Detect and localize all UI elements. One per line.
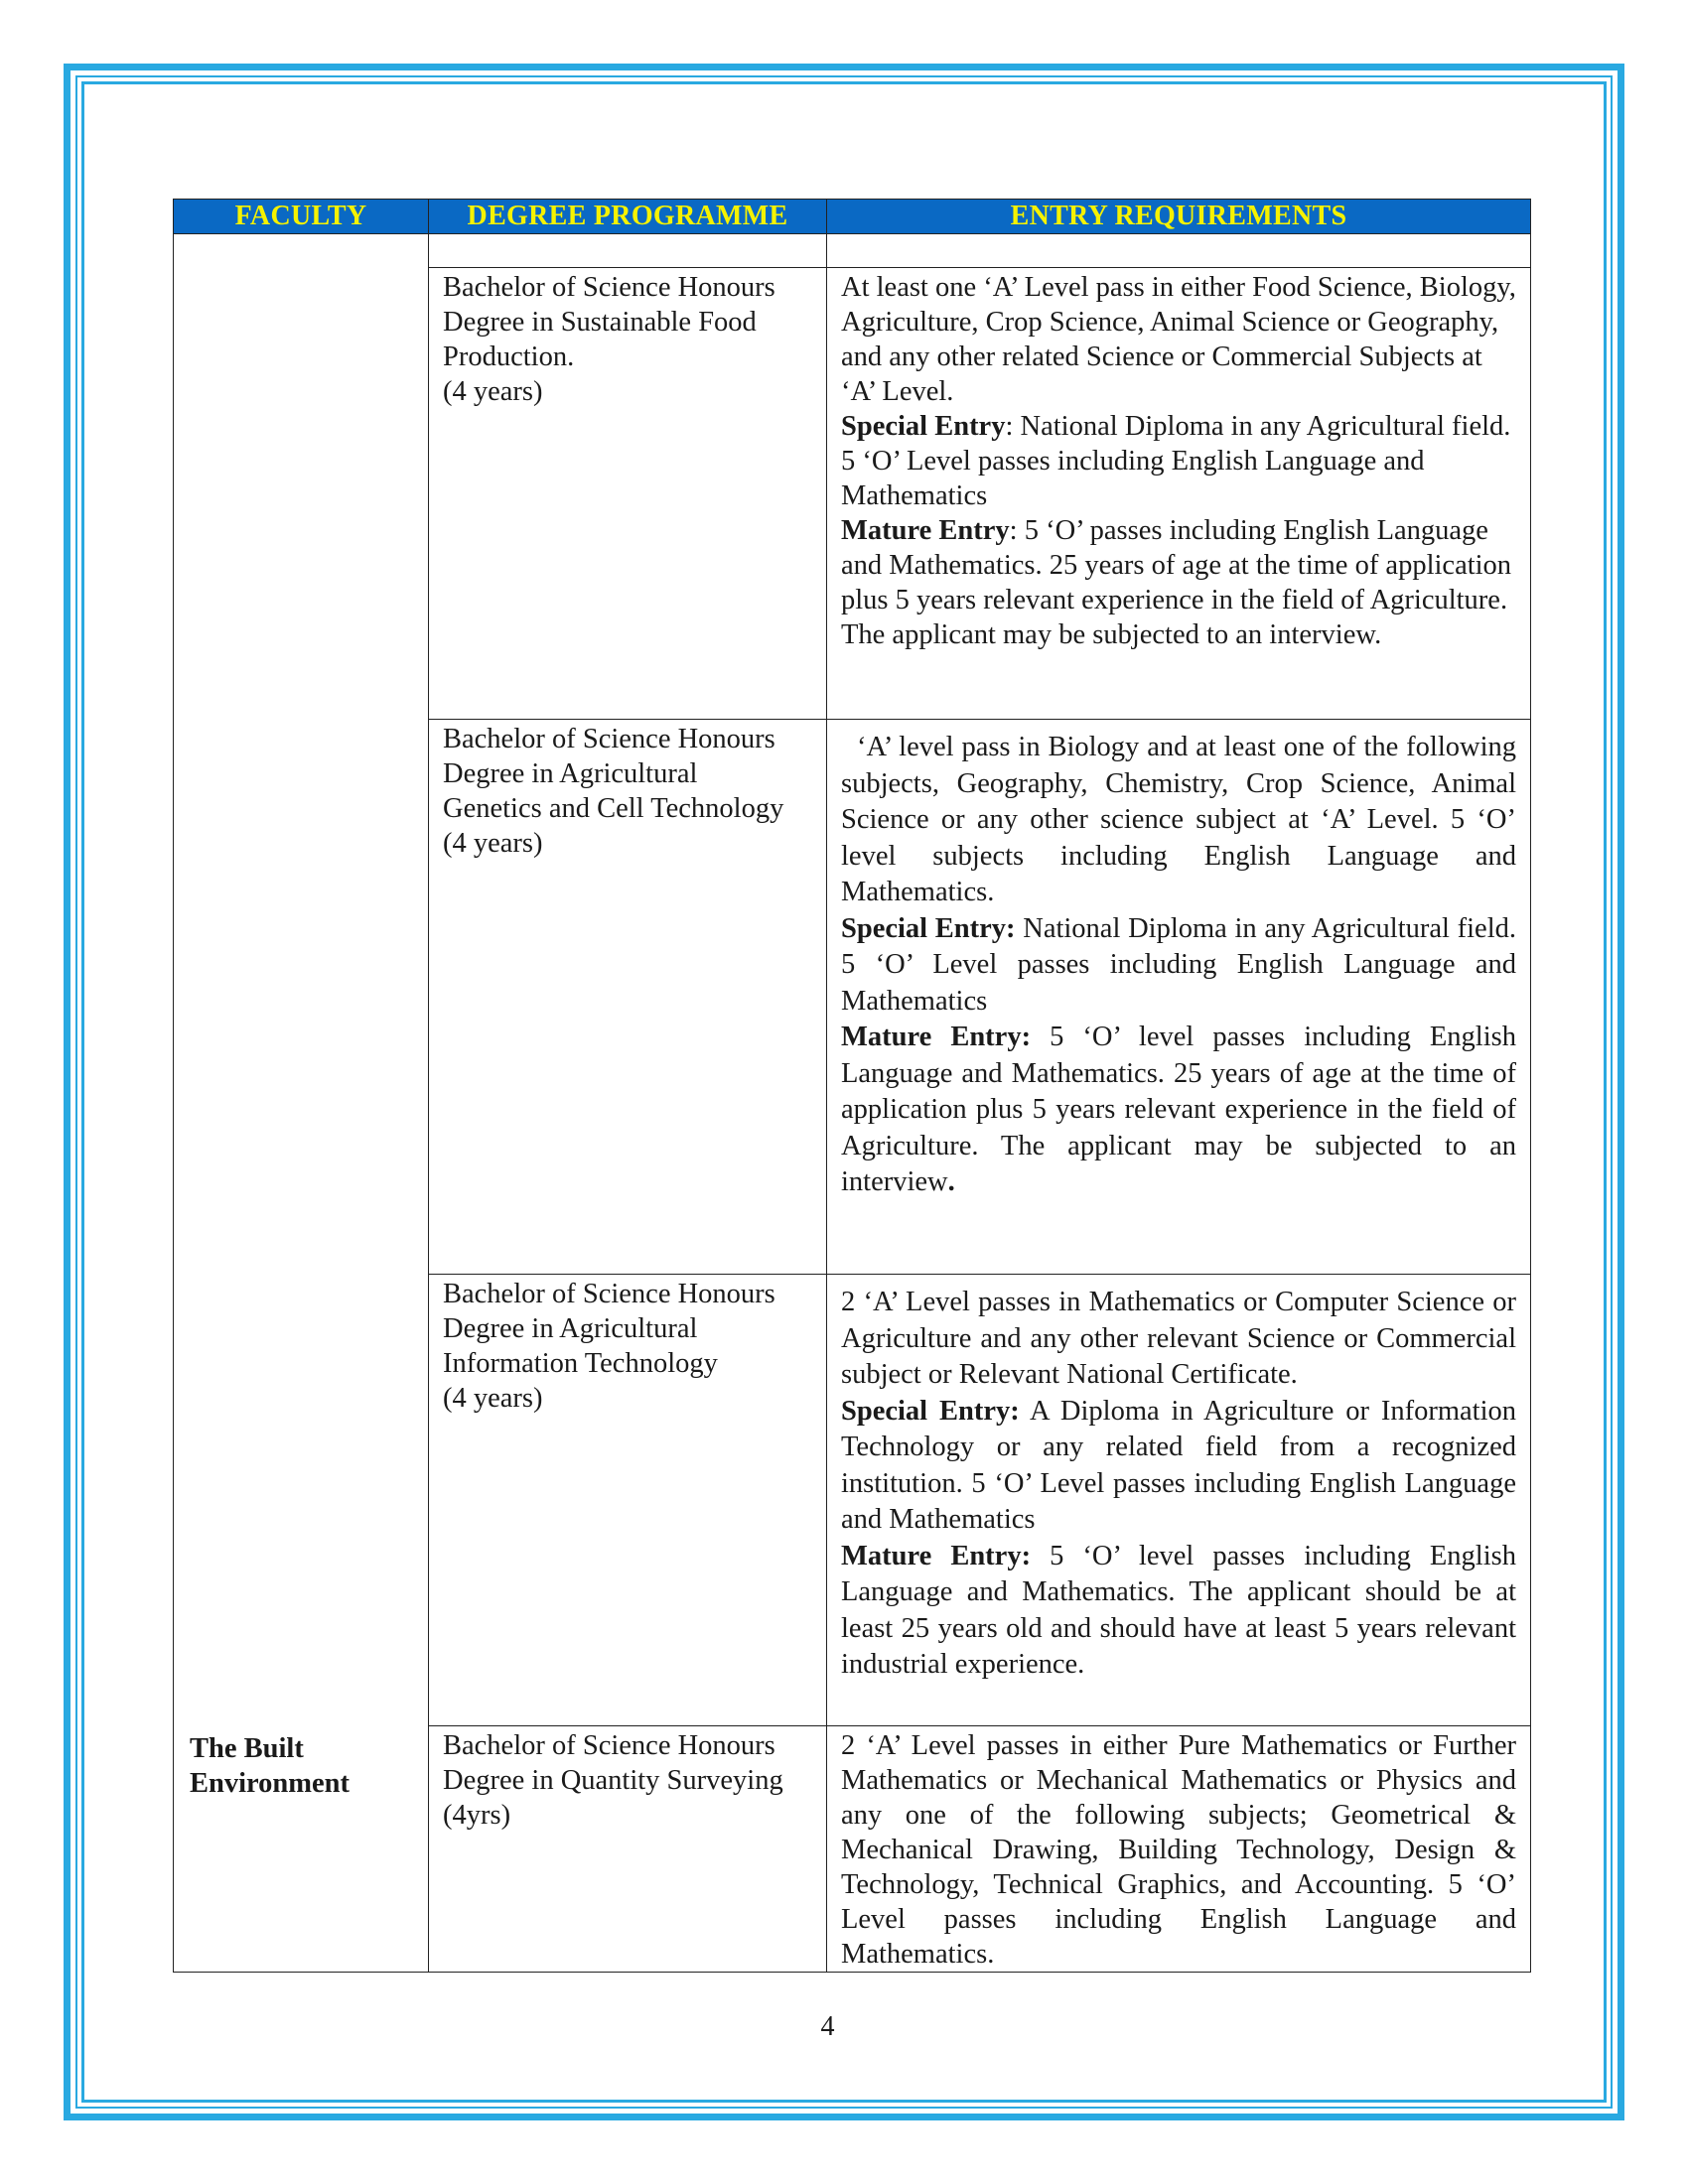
header-entry-requirements: ENTRY REQUIREMENTS [827, 200, 1531, 234]
degree-title-line: Degree in Agricultural [443, 1313, 698, 1344]
requirement-cell-agricultural-it [827, 1275, 1531, 1726]
requirement-text: ‘A’ level pass in Biology and at least one of the following subjects, Geography, Chemistry, Crop Science, Animal Science or any other science subject at ‘A’ Level. 5 ‘O’ level subjects including English Language and Mathematics. [841, 732, 1516, 907]
special-entry [841, 409, 1516, 513]
faculty-cell [174, 234, 429, 1973]
special-entry [841, 911, 1516, 1021]
entry-requirements-table [173, 199, 1531, 1973]
table-header-row [174, 200, 1531, 234]
mature-entry [841, 1539, 1516, 1684]
mature-entry-text: : 5 ‘O’ passes including English Language and Mathematics. 25 years of age at the time of application plus 5 years relevant experience in the field of Agriculture. The applicant may be subjected to an interview. [841, 515, 1512, 650]
degree-title-line: Production. [443, 341, 575, 372]
mature-entry-end: . [947, 1166, 955, 1197]
degree-title-line: Genetics and Cell Technology [443, 793, 784, 824]
mature-entry-text: 5 ‘O’ level passes including English Language and Mathematics. 25 years of age at the time of application plus 5 years relevant experience in the field of Agriculture. The applicant may be subjected to an interview [841, 1022, 1516, 1197]
degree-cell-agricultural-genetics [429, 720, 827, 1275]
degree-title-line: Degree in Sustainable Food [443, 307, 757, 338]
faculty-name [190, 1731, 350, 1801]
faculty-name-line-1: The Built [190, 1733, 304, 1764]
page-number: 4 [820, 2011, 835, 2042]
degree-title-line: Bachelor of Science Honours [443, 1279, 775, 1309]
special-entry-label: Special Entry: [841, 912, 1016, 944]
degree-cell-agricultural-it [429, 1275, 827, 1726]
degree-title-line: Bachelor of Science Honours [443, 1730, 775, 1761]
mature-entry [841, 513, 1516, 652]
special-entry-text: National Diploma in any Agricultural field. 5 ‘O’ Level passes including English Language and Mathematics [841, 912, 1516, 1017]
mature-entry [841, 1020, 1516, 1201]
special-entry [841, 1394, 1516, 1539]
degree-title-line: Degree in Quantity Surveying [443, 1765, 783, 1796]
requirement-cell-sustainable-food [827, 268, 1531, 720]
mature-entry-label: Mature Entry: [841, 1022, 1032, 1052]
degree-cell-quantity-surveying [429, 1726, 827, 1973]
faculty-name-line-2: Environment [190, 1768, 350, 1799]
degree-title-line: Information Technology [443, 1348, 718, 1379]
degree-cell-sustainable-food [429, 268, 827, 720]
requirement-cell-agricultural-genetics [827, 720, 1531, 1275]
special-entry-text: A Diploma in Agriculture or Information Technology or any related field from a recognized institution. 5 ‘O’ Level passes including English Language and Mathematics [841, 1395, 1516, 1535]
requirement-text: At least one ‘A’ Level pass in either Food Science, Biology, Agriculture, Crop Science, Animal Science or Geography, and any other related Science or Commercial Subjects at ‘A’ Level. [841, 272, 1516, 407]
table-row-spacer [174, 234, 1531, 268]
empty-requirement-cell [827, 234, 1531, 268]
degree-duration: (4 years) [443, 828, 543, 859]
empty-degree-cell [429, 234, 827, 268]
special-entry-text: : National Diploma in any Agricultural field. 5 ‘O’ Level passes including English Language and Mathematics [841, 411, 1511, 511]
degree-title-line: Bachelor of Science Honours [443, 272, 775, 303]
degree-title-line: Degree in Agricultural [443, 758, 698, 789]
mature-entry-label: Mature Entry: [841, 1540, 1032, 1571]
requirement-cell-quantity-surveying [827, 1726, 1531, 1973]
degree-title-line: Bachelor of Science Honours [443, 724, 775, 754]
requirement-text: 2 ‘A’ Level passes in either Pure Mathematics or Further Mathematics or Mechanical Mathematics or Physics and any one of the following subjects; Geometrical & Mechanical Drawing, Building Technology, Design & Technology, Technical Graphics, and Accounting. 5 ‘O’ Level passes including English Language and Mathematics. [841, 1730, 1516, 1970]
header-faculty: FACULTY [174, 200, 429, 234]
special-entry-label: Special Entry: [841, 1395, 1020, 1427]
header-degree-programme: DEGREE PROGRAMME [429, 200, 827, 234]
mature-entry-label: Mature Entry [841, 515, 1010, 546]
degree-duration: (4 years) [443, 1383, 543, 1414]
degree-duration: (4 years) [443, 376, 543, 407]
degree-duration: (4yrs) [443, 1800, 511, 1831]
mature-entry-text: 5 ‘O’ level passes including English Language and Mathematics. The applicant should be at least 25 years old and should have at least 5 years relevant industrial experience. [841, 1540, 1516, 1680]
special-entry-label: Special Entry [841, 411, 1006, 442]
requirement-text: 2 ‘A’ Level passes in Mathematics or Computer Science or Agriculture and any other relevant Science or Commercial subject or Relevant National Certificate. [841, 1287, 1516, 1390]
